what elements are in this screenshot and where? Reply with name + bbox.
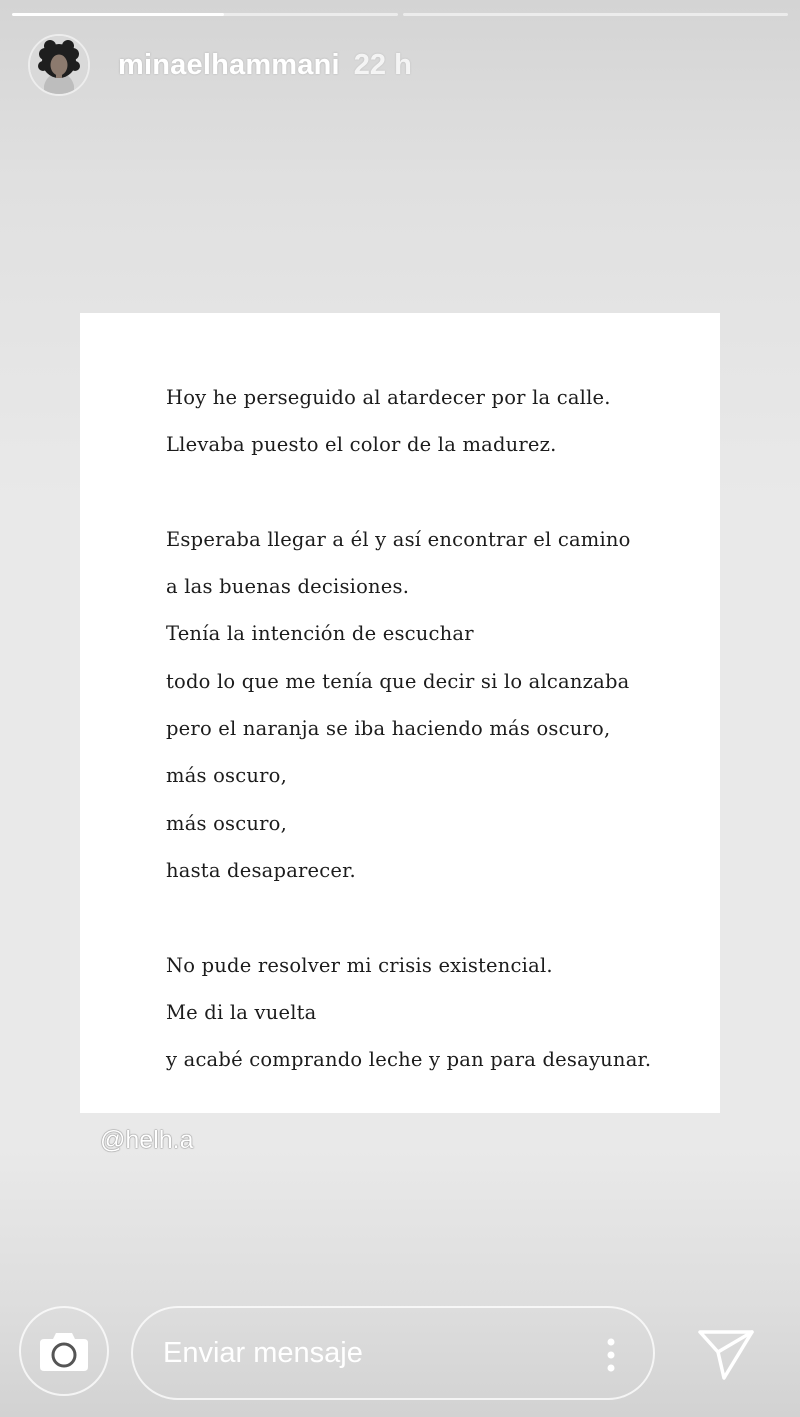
poem-line: más oscuro, [166, 764, 288, 788]
send-icon[interactable] [696, 1326, 756, 1382]
mention-tag[interactable]: @helh.a [100, 1126, 194, 1154]
avatar-image [30, 36, 88, 94]
poem-line: más oscuro, [166, 811, 288, 835]
progress-segment-2 [403, 13, 789, 16]
story-progress-bar [12, 13, 788, 17]
poem-line: Esperaba llegar a él y así encontrar el camino [166, 527, 631, 551]
poem-line: Me di la vuelta [166, 1000, 317, 1024]
avatar[interactable] [28, 34, 90, 96]
poem-line: pero el naranja se iba haciendo más oscuro, [166, 717, 611, 741]
camera-icon [39, 1330, 89, 1372]
poem-card [80, 313, 720, 1113]
story-timestamp: 22 h [353, 48, 412, 81]
poem-line: No pude resolver mi crisis existencial. [166, 953, 553, 977]
username[interactable]: minaelhammani [118, 48, 340, 81]
poem-line: y acabé comprando leche y pan para desayunar. [166, 1048, 652, 1072]
camera-button[interactable] [19, 1306, 109, 1396]
progress-segment-1 [12, 13, 398, 16]
stanza-break [166, 477, 651, 524]
poem-line: Llevaba puesto el color de la madurez. [166, 433, 557, 457]
poem-line: Hoy he perseguido al atardecer por la calle. [166, 386, 611, 409]
poem-line: Tenía la intención de escuchar [166, 622, 474, 646]
message-composer [131, 1306, 655, 1400]
poem-line: hasta desaparecer. [166, 858, 356, 882]
poem-line: a las buenas decisiones. [166, 575, 410, 599]
more-vertical-icon[interactable] [607, 1338, 615, 1372]
story-header [28, 34, 412, 96]
poem-line: todo lo que me tenía que decir si lo alcanzaba [166, 669, 630, 693]
stanza-break [166, 902, 651, 949]
message-input[interactable] [163, 1308, 583, 1398]
progress-fill-1 [12, 13, 224, 16]
poem-text [166, 382, 651, 1091]
